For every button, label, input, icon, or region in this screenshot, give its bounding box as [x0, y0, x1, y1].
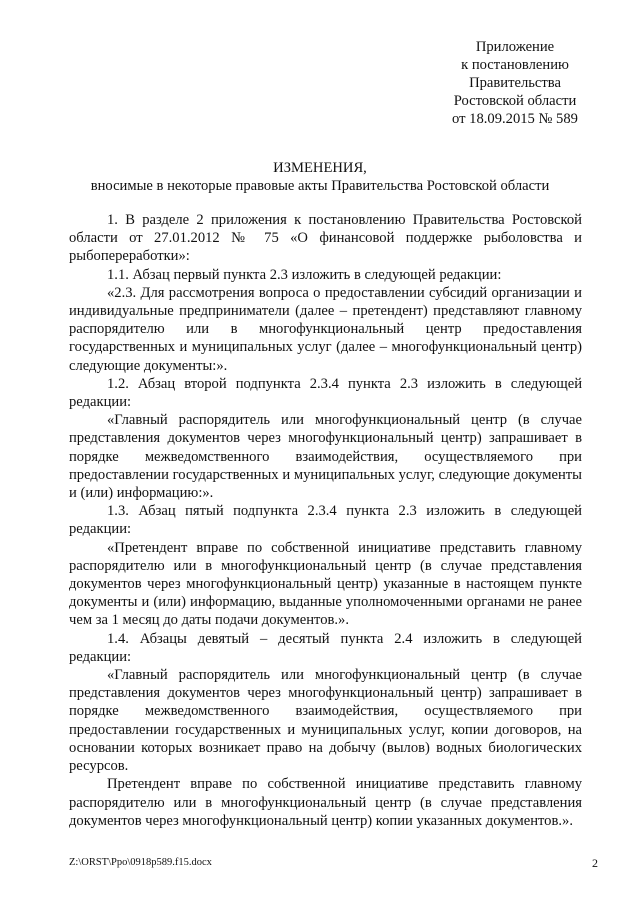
paragraph: «Главный распорядитель или многофункциональный центр (в случае представления документов через многофункциональный центр) запрашивает в порядке межведомственного взаимодействия, осуществляемого при предоставлении государственных и муниципальных услуг, следующие документы и (или) информацию:».: [69, 412, 582, 502]
document-body: [69, 211, 582, 830]
paragraph: 1. В разделе 2 приложения к постановлению Правительства Ростовской области от 27.01.2012 № 75 «О финансовой поддержке рыболовства и рыбопереработки»:: [69, 212, 582, 265]
paragraph: 1.3. Абзац пятый подпункта 2.3.4 пункта 2.3 изложить в следующей редакции:: [69, 503, 582, 538]
paragraph: 1.1. Абзац первый пункта 2.3 изложить в следующей редакции:: [107, 266, 502, 283]
paragraph: Претендент вправе по собственной инициативе представить главному распорядителю или в многофункциональный центр (в случае представления документов через многофункциональный центр) копии указанных документов.».: [69, 776, 582, 829]
paragraph: 1.2. Абзац второй подпункта 2.3.4 пункта 2.3 изложить в следующей редакции:: [69, 375, 582, 411]
page-number: 2: [592, 856, 598, 870]
footer-file-path: Z:\ORST\Ppo\0918p589.f15.docx: [69, 857, 212, 868]
paragraph: 1.4. Абзацы девятый – десятый пункта 2.4 изложить в следующей редакции:: [69, 630, 582, 665]
paragraph: «Главный распорядитель или многофункциональный центр (в случае представления документов через многофункциональный центр) запрашивает в порядке межведомственного взаимодействия, осуществляемого при предоставлении государственных и муниципальных услуг, копии договоров, на основании которых возникает право на добычу (вылов) водных биологических ресурсов.: [69, 667, 582, 775]
appendix-line: Ростовской области: [453, 93, 577, 109]
appendix-line: к постановлению: [461, 57, 569, 73]
paragraph: «2.3. Для рассмотрения вопроса о предоставлении субсидий организации и индивидуальные предприниматели (далее – претендент) представляют главному распорядителю или в многофункциональный центр предоставления государственных и муниципальных услуг (далее – многофункциональный центр) следующие документы:».: [69, 284, 582, 374]
appendix-line: Правительства: [469, 75, 561, 91]
document-subtitle: вносимые в некоторые правовые акты Правительства Ростовской области: [90, 178, 550, 194]
appendix-block: [420, 38, 610, 128]
paragraph: «Претендент вправе по собственной инициативе представить главному распорядителю или в многофункциональный центр (в случае представления документов через многофункциональный центр) указанные в настоящем пункте документы и (или) информацию, выданные уполномоченными органами не ранее чем за 1 месяц до даты подачи документов.».: [69, 539, 582, 629]
appendix-line: от 18.09.2015 № 589: [452, 111, 578, 127]
appendix-line: Приложение: [475, 39, 555, 55]
document-title: ИЗМЕНЕНИЯ,: [273, 160, 367, 176]
